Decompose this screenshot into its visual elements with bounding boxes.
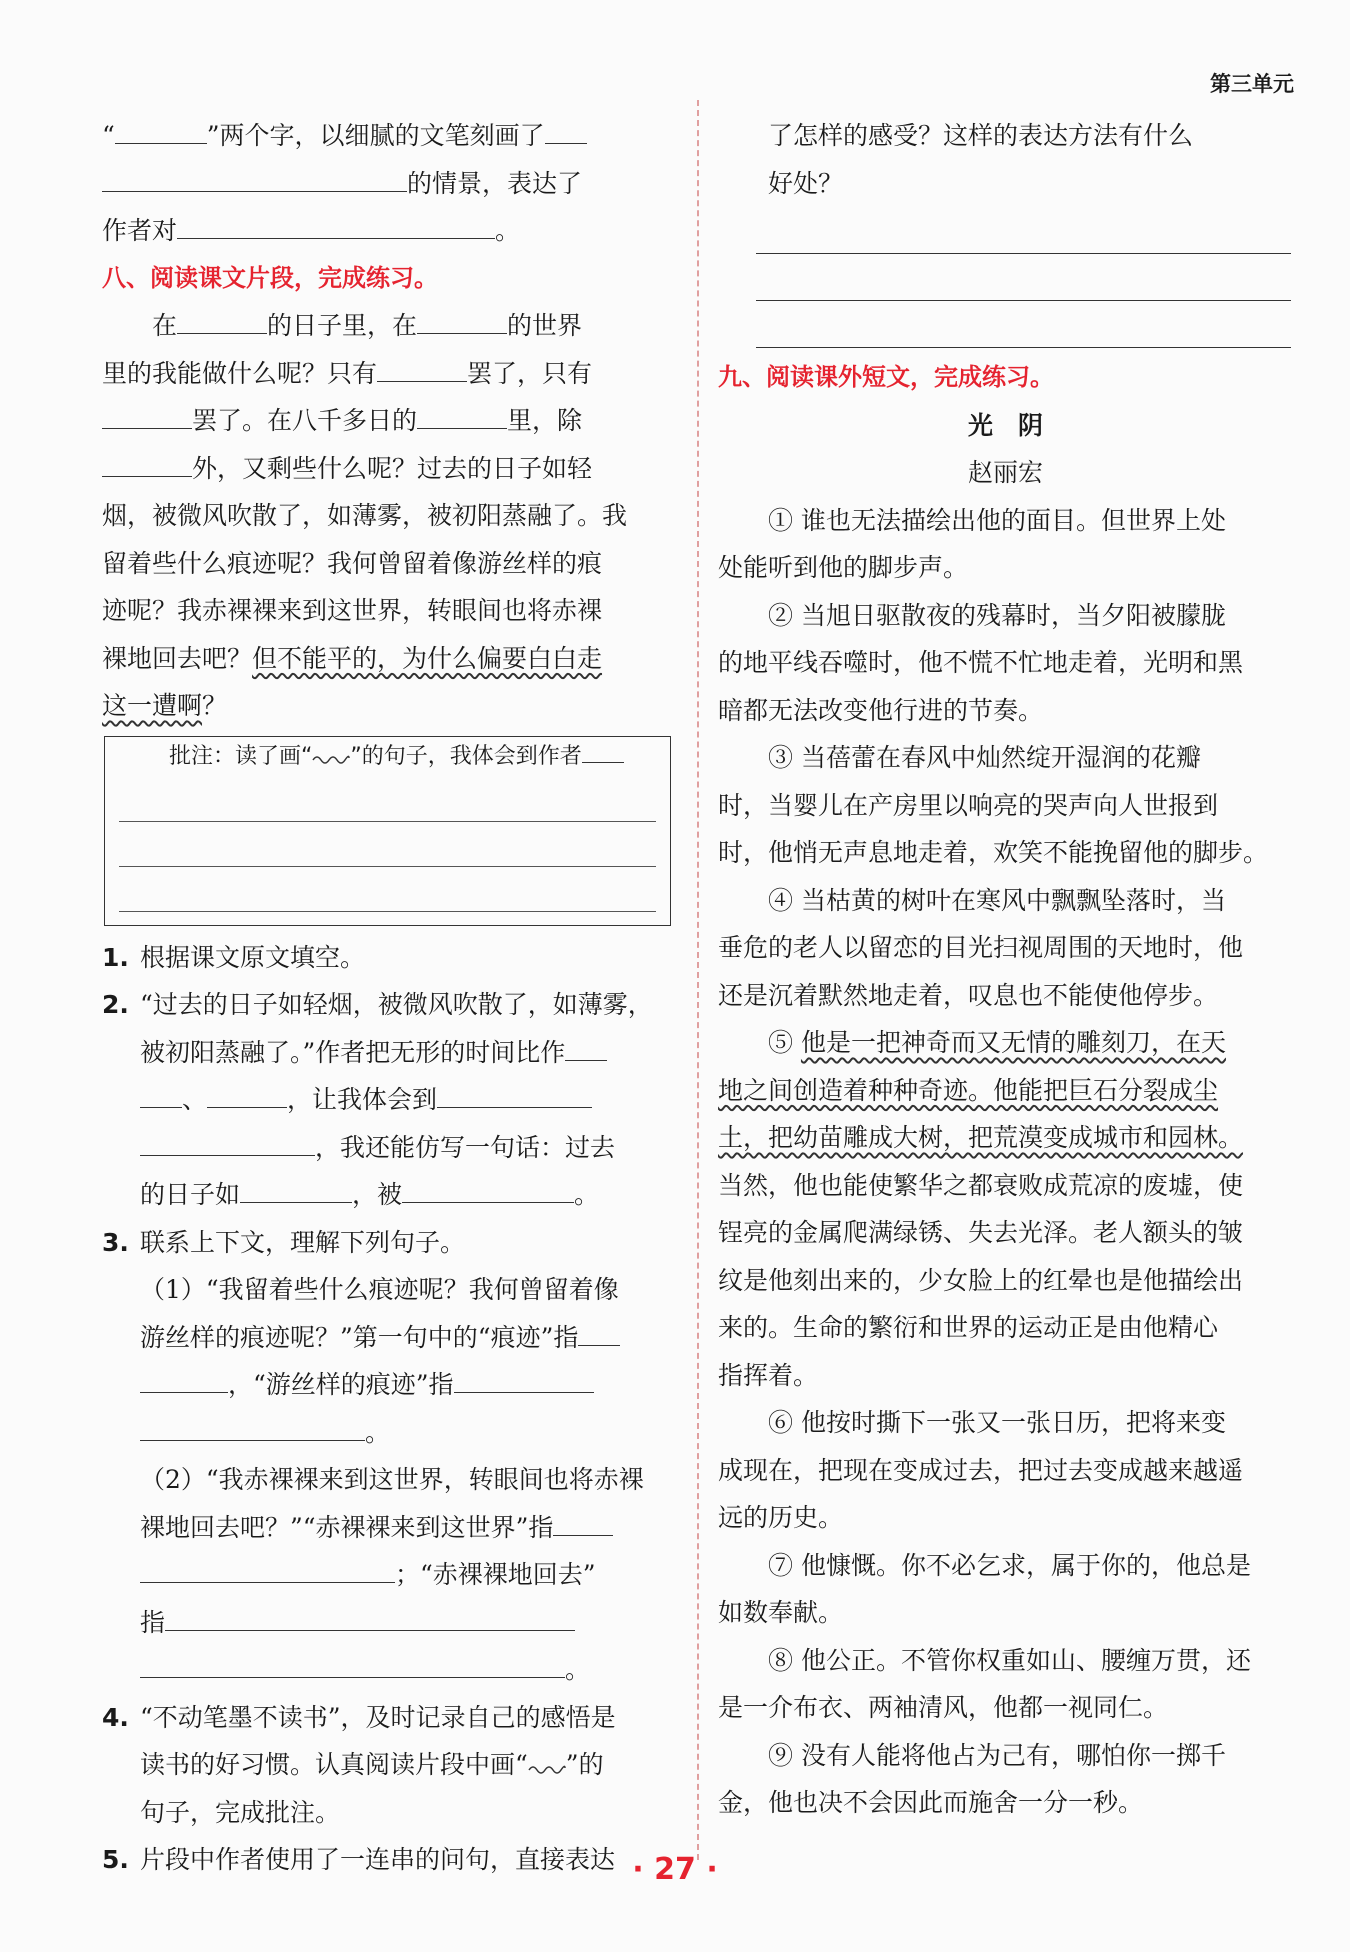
answer-blank[interactable]: [115, 113, 207, 144]
answer-blank[interactable]: [417, 303, 507, 334]
question-line: 句子，完成批注。: [140, 1797, 341, 1827]
wavy-line-icon: [528, 1760, 566, 1774]
passage-line: 留着些什么痕迹呢？我何曾留着像游丝样的痕: [102, 548, 603, 578]
paragraph-line: 时，他悄无声息地走着，欢笑不能挽留他的脚步。: [718, 838, 1269, 867]
passage-line: 裸地回去吧？但不能平的，为什么偏要白白走: [102, 643, 603, 673]
paragraph-line: 如数奉献。: [718, 1598, 844, 1627]
paragraph-line: 的地平线吞噬时，他不慌不忙地走着，光明和黑: [718, 648, 1244, 677]
question-line: 指: [102, 1599, 679, 1647]
answer-blank[interactable]: [417, 398, 507, 429]
paragraph-line: 成现在，把现在变成过去，把过去变成越来越遥: [718, 1455, 1244, 1485]
paragraph-line: 垂危的老人以留恋的目光扫视周围的天地时，他: [718, 933, 1244, 962]
question-1: 1. 根据课文原文填空。: [102, 942, 366, 972]
answer-blank[interactable]: [377, 351, 467, 382]
paragraph-line: ③ 当蓓蕾在春风中灿然绽开湿润的花瓣: [768, 743, 1201, 772]
paragraph-line: 金，他也决不会因此而施舍一分一秒。: [718, 1788, 1144, 1817]
answer-blank[interactable]: [140, 1647, 565, 1678]
paragraph-line: 指挥着。: [718, 1360, 819, 1390]
answer-blank[interactable]: [402, 1172, 574, 1203]
fill-line: 作者对 。: [102, 207, 679, 255]
paragraph-line: ⑤ 他是一把神奇而又无情的雕刻刀，在天: [768, 1028, 1226, 1057]
question-line: 好处？: [768, 168, 844, 198]
answer-blank[interactable]: [207, 1077, 287, 1108]
question-line: 了怎样的感受？这样的表达方法有什么: [768, 121, 1194, 150]
unit-label: 第三单元: [1210, 72, 1294, 96]
annotation-answer-line[interactable]: [119, 777, 656, 822]
answer-blank[interactable]: [140, 1077, 182, 1108]
paragraph-line: 时，当婴儿在产房里以响亮的哭声向人世报到: [718, 790, 1219, 820]
page-number: · 27 ·: [632, 1852, 718, 1887]
annotation-answer-line[interactable]: [119, 822, 656, 867]
question-line: ，“游丝样的痕迹”指: [102, 1361, 679, 1409]
answer-blank[interactable]: [565, 1030, 607, 1061]
wavy-underlined-sentence: 地之间创造着种种奇迹。他能把巨石分裂成尘: [718, 1075, 1219, 1105]
passage-line: 烟，被微风吹散了，如薄雾，被初阳蒸融了。我: [102, 501, 628, 530]
section-8-heading: 八、阅读课文片段，完成练习。: [102, 263, 438, 292]
question-line: ；“赤裸裸地回去”: [102, 1551, 679, 1599]
paragraph-line: 还是沉着默然地走着，叹息也不能使他停步。: [718, 980, 1219, 1010]
question-line: 裸地回去吧？”“赤裸裸来到这世界”指: [102, 1504, 679, 1552]
answer-blank[interactable]: [165, 1600, 575, 1631]
answer-blank[interactable]: [102, 161, 407, 192]
answer-blank[interactable]: [140, 1362, 228, 1393]
fill-line: “ ”两个字，以细腻的文笔刻画了: [102, 112, 679, 160]
paragraph-line: ⑥ 他按时撕下一张又一张日历，把将来变: [768, 1408, 1226, 1437]
fill-line: 的情景，表达了: [102, 160, 679, 208]
annotation-prompt: 批注：读了画“ ”的句子，我体会到作者: [119, 737, 656, 777]
paragraph-line: ⑦ 他慷慨。你不必乞求，属于你的，他总是: [768, 1550, 1251, 1580]
annotation-box: [104, 736, 671, 926]
answer-blank[interactable]: [454, 1362, 594, 1393]
paragraph-line: 纹是他刻出来的，少女脸上的红晕也是他描绘出: [718, 1265, 1244, 1295]
right-column: [718, 112, 1293, 1827]
answer-blank[interactable]: [177, 303, 267, 334]
question-5: 5. 片段中作者使用了一连串的问句，直接表达: [102, 1845, 616, 1874]
passage-line: 迹呢？我赤裸裸来到这世界，转眼间也将赤裸: [102, 596, 603, 625]
paragraph-line: [718, 1114, 1293, 1162]
answer-blank[interactable]: [578, 1315, 620, 1346]
answer-line[interactable]: [756, 207, 1291, 254]
paragraph-line: ② 当旭日驱散夜的残幕时，当夕阳被朦胧: [768, 600, 1226, 630]
question-line: 、 ，让我体会到: [102, 1076, 679, 1124]
question-line: ，我还能仿写一句话：过去: [102, 1124, 679, 1172]
passage-line: 这一遭啊？: [102, 691, 228, 720]
question-line: 。: [102, 1409, 679, 1457]
passage-line: 在 的日子里，在 的世界: [102, 302, 679, 350]
paragraph-line: 锃亮的金属爬满绿锈、失去光泽。老人额头的皱: [718, 1218, 1244, 1247]
answer-blank[interactable]: [140, 1552, 395, 1583]
paragraph-line: ④ 当枯黄的树叶在寒风中飘飘坠落时，当: [768, 885, 1226, 915]
wavy-underlined-sentence: 他是一把神奇而又无情的雕刻刀，在天: [800, 1028, 1226, 1057]
answer-blank[interactable]: [437, 1077, 592, 1108]
paragraph-line: 暗都无法改变他行进的节奏。: [718, 695, 1044, 725]
answer-blank[interactable]: [545, 113, 587, 144]
answer-blank[interactable]: [102, 446, 192, 477]
question-line: （1）“我留着些什么痕迹呢？我何曾留着像: [140, 1275, 619, 1304]
question-line: 被初阳蒸融了。”作者把无形的时间比作: [102, 1029, 679, 1077]
question-3: 3. 联系上下文，理解下列句子。: [102, 1227, 466, 1257]
paragraph-line: [718, 1067, 1293, 1115]
answer-blank[interactable]: [582, 738, 624, 763]
section-9-heading: 九、阅读课外短文，完成练习。: [718, 363, 1054, 391]
answer-lines: [718, 207, 1293, 348]
answer-line[interactable]: [756, 254, 1291, 301]
question-line: 读书的好习惯。认真阅读片段中画“ ”的: [140, 1750, 604, 1779]
question-line: 的日子如 ，被 。: [102, 1171, 679, 1219]
paragraph-line: 当然，他也能使繁华之都衰败成荒凉的废墟，使: [718, 1170, 1244, 1200]
paragraph-line: 来的。生命的繁衍和世界的运动正是由他精心: [718, 1313, 1219, 1342]
annotation-answer-line[interactable]: [119, 867, 656, 912]
passage-line: 外，又剩些什么呢？过去的日子如轻: [102, 445, 679, 493]
answer-blank[interactable]: [553, 1505, 613, 1536]
paragraph-line: 处能听到他的脚步声。: [718, 553, 969, 582]
answer-line[interactable]: [756, 301, 1291, 348]
paragraph-line: ⑨ 没有人能将他占为己有，哪怕你一掷千: [768, 1740, 1226, 1770]
answer-blank[interactable]: [177, 208, 495, 239]
wavy-underlined-sentence: 土，把幼苗雕成大树，把荒漠变成城市和园林。: [718, 1123, 1244, 1152]
article-title: 光 阴: [967, 410, 1043, 440]
passage-line: 里的我能做什么呢？只有 罢了，只有: [102, 350, 679, 398]
question-line: 。: [102, 1646, 679, 1694]
answer-blank[interactable]: [102, 398, 192, 429]
question-line: 游丝样的痕迹呢？”第一句中的“痕迹”指: [102, 1314, 679, 1362]
question-line: （2）“我赤裸裸来到这世界，转眼间也将赤裸: [140, 1465, 644, 1494]
wavy-line-icon: [312, 750, 350, 764]
wavy-underlined-sentence: 但不能平的，为什么偏要白白走: [252, 643, 603, 673]
answer-blank[interactable]: [140, 1125, 315, 1156]
answer-blank[interactable]: [240, 1172, 352, 1203]
paragraph-line: 是一介布衣、两袖清风，他都一视同仁。: [718, 1693, 1169, 1722]
paragraph-line: ⑧ 他公正。不管你权重如山、腰缠万贯，还: [768, 1645, 1251, 1675]
article-author: 赵丽宏: [967, 458, 1043, 487]
question-4: 4. “不动笔墨不读书”，及时记录自己的感悟是: [102, 1702, 616, 1732]
passage-line: 罢了。在八千多日的 里，除: [102, 397, 679, 445]
paragraph-line: 远的历史。: [718, 1503, 844, 1532]
column-divider: [697, 100, 699, 1860]
paragraph-line: ① 谁也无法描绘出他的面目。但世界上处: [768, 505, 1226, 535]
answer-blank[interactable]: [140, 1410, 365, 1441]
question-2: 2. “过去的日子如轻烟，被微风吹散了，如薄雾，: [102, 990, 653, 1019]
wavy-underlined-sentence: 这一遭啊: [102, 691, 203, 720]
left-column: [102, 112, 679, 1884]
